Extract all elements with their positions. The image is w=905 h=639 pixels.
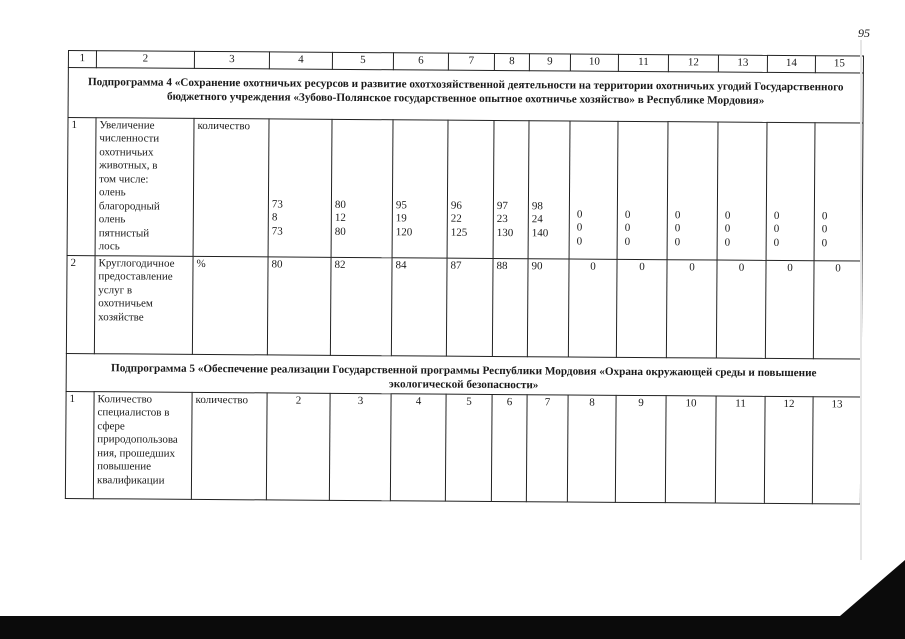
value-cell: 10 [665, 395, 716, 502]
value: 0 [624, 208, 631, 221]
header-cell: 14 [767, 55, 815, 72]
indicator-name-line: услуг в [98, 283, 133, 296]
indicator-name-line: пятнистый [98, 226, 150, 240]
table-row [65, 391, 861, 504]
header-cell: 5 [332, 52, 393, 69]
indicator-name-line: предоставление [98, 270, 173, 283]
value: 12 [334, 211, 346, 224]
value-cell [331, 119, 393, 257]
indicator-name-line: том числе: [99, 172, 149, 186]
subprogram-5-title: Подпрограмма 5 «Обеспечение реализации Государственной программы Республики Мордовия «Охрана окружающей среды и повышение экологической безопасности» [66, 353, 861, 397]
table-row [66, 255, 862, 359]
value-cell [814, 122, 863, 260]
value-cell: 2 [266, 392, 330, 499]
value-cell: 87 [446, 258, 493, 356]
table-row [67, 117, 863, 261]
value: 0 [773, 222, 780, 235]
indicator-name-line: специалистов в [97, 406, 170, 419]
indicator-name-line: ния, прошедших [97, 446, 176, 460]
value-cell: 0 [716, 260, 766, 358]
indicator-name-line: сфере [97, 419, 125, 432]
header-cell: 8 [494, 53, 529, 70]
value: 73 [271, 224, 283, 238]
value: 98 [531, 199, 543, 212]
value-cell: 0 [616, 259, 667, 357]
indicator-name-line: Увеличение [99, 118, 155, 132]
indicator-name-line: благородный [98, 199, 160, 213]
value-cell: 5 [445, 394, 492, 501]
header-cell: 15 [815, 56, 863, 73]
value: 0 [576, 208, 583, 221]
row-number: 1 [65, 391, 94, 498]
indicator-name [94, 255, 193, 354]
value-cell: 13 [812, 396, 861, 503]
indicator-name-line: олень [98, 186, 126, 199]
value-cell [493, 120, 529, 258]
indicators-table [65, 50, 864, 504]
value: 0 [773, 236, 780, 249]
value-cell [717, 122, 767, 260]
indicator-name-line: охотничьих [99, 145, 154, 159]
value: 19 [395, 212, 407, 225]
header-cell: 7 [448, 53, 494, 70]
value-cell: 88 [492, 258, 528, 356]
value-cell [766, 122, 815, 260]
value: 0 [624, 235, 631, 248]
value-cell [617, 121, 668, 259]
value: 0 [724, 209, 731, 222]
value: 140 [531, 226, 549, 239]
value: 0 [821, 236, 828, 249]
value-cell [392, 119, 448, 257]
indicator-name-line: животных, в [99, 159, 158, 172]
value: 0 [674, 208, 681, 221]
value: 0 [724, 236, 731, 249]
value-cell: 80 [267, 256, 331, 354]
header-cell: 3 [194, 51, 269, 68]
value-cell [667, 121, 718, 259]
value: 0 [576, 221, 583, 234]
unit-cell: % [192, 256, 268, 355]
value-cell: 4 [390, 393, 446, 500]
value-cell: 9 [615, 395, 666, 502]
value: 0 [576, 235, 583, 248]
indicator-name-line: природопользова [97, 433, 178, 446]
value-cell: 7 [526, 394, 568, 501]
value: 0 [674, 235, 681, 248]
value: 120 [395, 225, 413, 238]
value-cell: 82 [330, 257, 392, 355]
document-table-wrapper [65, 50, 863, 536]
header-cell: 4 [269, 52, 332, 69]
value: 80 [334, 198, 346, 211]
header-cell: 2 [96, 51, 194, 68]
value-cell: 11 [715, 396, 765, 503]
indicator-name [95, 117, 194, 256]
indicator-name-line: хозяйстве [98, 310, 144, 324]
value-cell: 0 [813, 260, 862, 358]
header-cell: 6 [393, 53, 448, 70]
value: 22 [450, 212, 462, 225]
value-cell: 0 [765, 260, 814, 358]
value: 0 [821, 223, 828, 236]
value: 23 [496, 212, 508, 226]
indicator-name-line: численности [99, 132, 160, 145]
value: 24 [531, 213, 543, 226]
value-cell: 8 [567, 394, 616, 501]
subprogram-4-row [68, 67, 863, 123]
value: 0 [724, 222, 731, 235]
header-cell: 10 [570, 54, 618, 71]
value-cell [447, 120, 494, 258]
value-cell: 12 [764, 396, 813, 503]
value-cell: 90 [527, 258, 569, 356]
value-cell: 84 [391, 257, 447, 355]
value-cell [268, 118, 332, 256]
header-cell: 12 [668, 55, 718, 72]
value: 8 [271, 211, 278, 224]
scan-bottom-border [0, 616, 905, 639]
indicator-name-line: охотничьем [98, 297, 153, 310]
value: 96 [450, 199, 462, 212]
indicator-name-line: квалификации [96, 473, 165, 487]
value: 95 [395, 198, 407, 211]
value-cell [528, 120, 570, 258]
indicator-name [93, 391, 192, 499]
header-cell: 13 [718, 55, 767, 72]
indicator-name-line: Количество [97, 392, 153, 406]
indicator-name-line: Круглогодичное [98, 256, 175, 270]
indicator-name-line: лось [98, 240, 120, 253]
value: 0 [821, 209, 828, 222]
scan-page-edge [860, 40, 862, 560]
unit-cell: количество [191, 392, 267, 500]
indicator-name-line: олень [98, 213, 126, 226]
header-cell: 11 [618, 54, 668, 71]
value: 73 [271, 197, 283, 211]
header-cell: 9 [529, 54, 570, 71]
subprogram-5-row [66, 353, 861, 397]
value-cell: 0 [568, 259, 617, 357]
value-cell: 0 [666, 259, 717, 357]
value: 125 [450, 226, 468, 239]
value-cell: 6 [491, 394, 527, 501]
value-cell [569, 121, 618, 259]
value-cell: 3 [329, 393, 391, 500]
value: 80 [334, 225, 346, 238]
subprogram-4-title: Подпрограмма 4 «Сохранение охотничьих ресурсов и развитие охотхозяйственной деятельности на территории охотничьих угодий Государственного бюджетного учреждения «Зубово-Полянское государственное опытное охотничье хозяйство» в Республике Мордовия» [68, 67, 863, 123]
row-number: 1 [67, 117, 96, 255]
value: 130 [496, 226, 514, 239]
unit-cell: количество [193, 118, 269, 257]
value: 97 [496, 199, 508, 212]
value: 0 [624, 221, 631, 234]
indicator-name-line: повышение [97, 460, 152, 473]
value: 0 [674, 222, 681, 235]
row-number: 2 [66, 255, 95, 353]
page-number: 95 [858, 26, 870, 40]
scan-corner-shadow [840, 560, 905, 616]
header-cell: 1 [68, 51, 96, 68]
value: 0 [773, 209, 780, 222]
